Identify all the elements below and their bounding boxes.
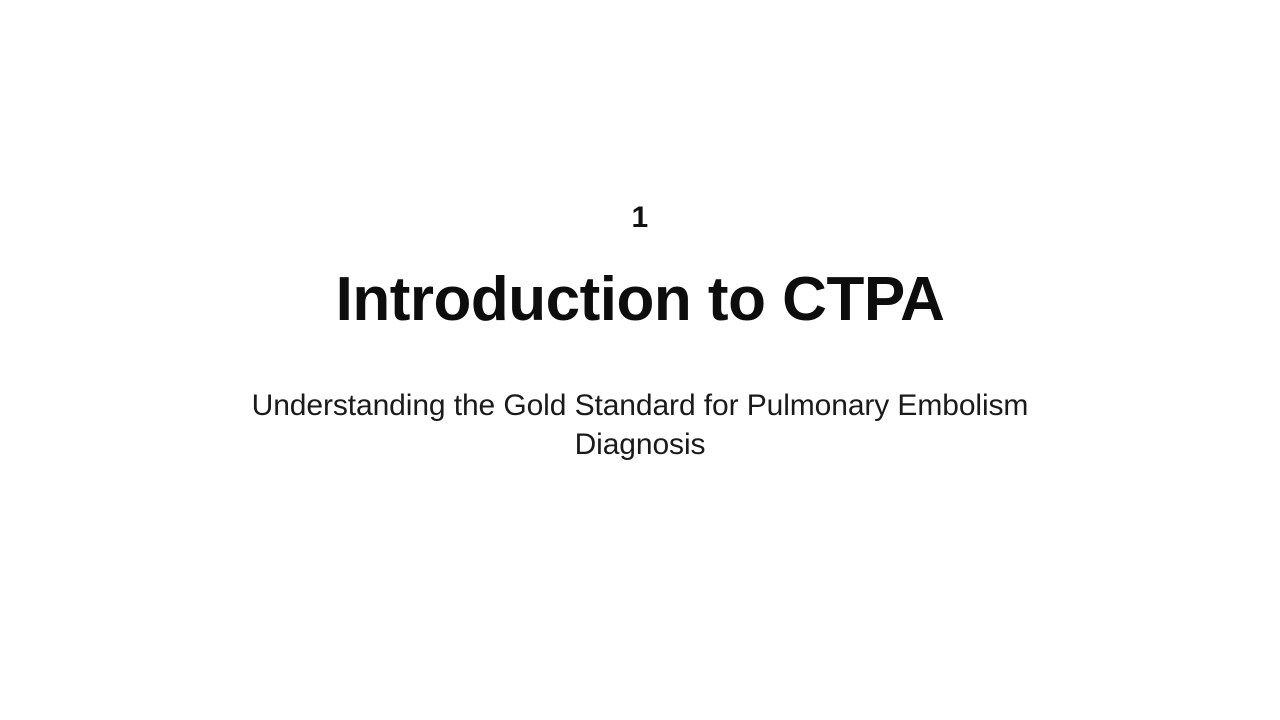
section-number: 1 (631, 201, 649, 234)
slide-title: Introduction to CTPA (335, 265, 945, 334)
slide-subtitle: Understanding the Gold Standard for Pulmonary Embolism Diagnosis (251, 389, 1029, 461)
